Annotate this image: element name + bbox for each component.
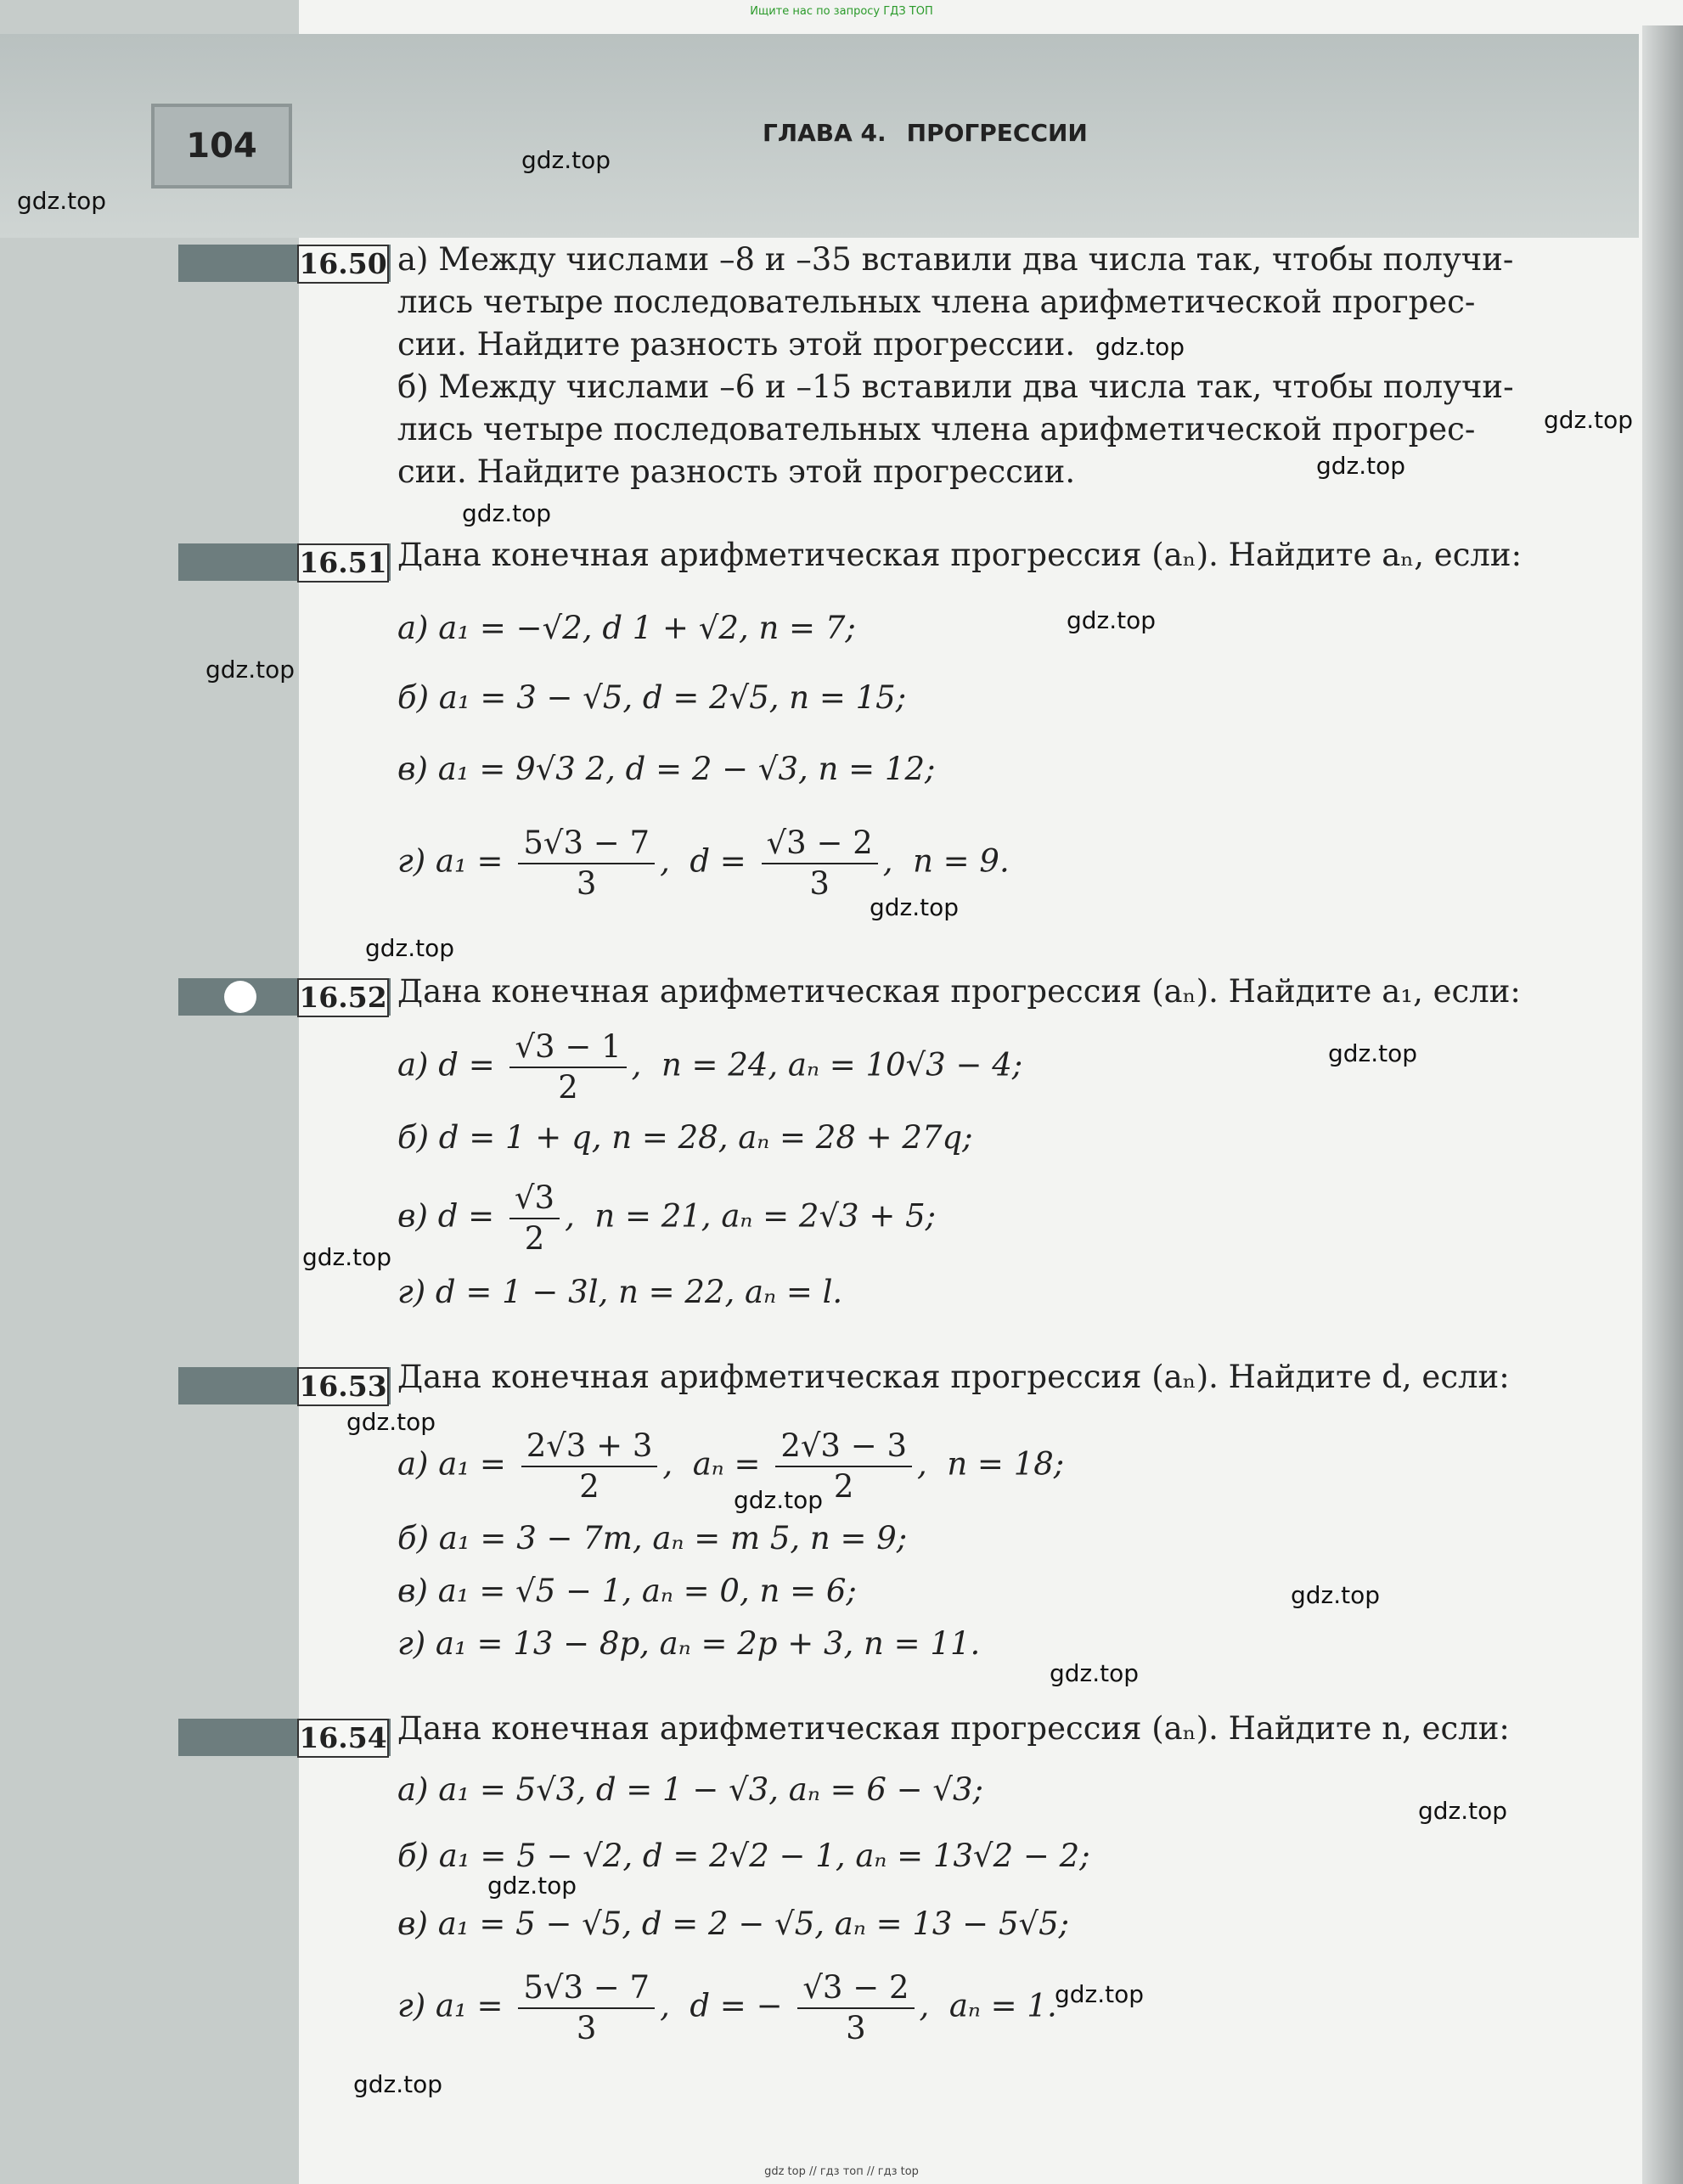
denominator: 2 — [833, 1468, 854, 1505]
sub-item-g: г) d = 1 − 3l, n = 22, aₙ = l. — [397, 1274, 843, 1310]
denominator: 3 — [846, 2010, 866, 2046]
chapter-label: ГЛАВА 4. — [763, 119, 887, 147]
top-note: Ищите нас по запросу ГДЗ ТОП — [750, 5, 933, 18]
problem-number: 16.51 — [297, 543, 389, 583]
problem-number: 16.53 — [297, 1367, 389, 1406]
fraction — [518, 824, 655, 903]
expr-text: г) a₁ = — [397, 842, 504, 880]
fraction — [509, 1027, 626, 1107]
problem-title: Дана конечная арифметическая прогрессия (aₙ). Найдите d, если: — [397, 1359, 1510, 1395]
sub-item-a: а) a₁ = −√2, d 1 + √2, n = 7; — [397, 610, 856, 646]
watermark: gdz.top — [1067, 606, 1157, 634]
numerator: √3 — [509, 1179, 560, 1219]
sub-item-b: б) d = 1 + q, n = 28, aₙ = 28 + 27q; — [397, 1119, 973, 1156]
sub-item-b: б) a₁ = 3 − 7m, aₙ = m 5, n = 9; — [397, 1520, 908, 1556]
sub-item-g: г) a₁ = $\frac{5√3 - 7}{3}$ , d = − $\frac{√3 - 2}{3}$ , aₙ = 1. — [397, 1969, 1057, 2046]
page-number: 104 — [151, 104, 292, 189]
expr-text: aₙ = 1. — [948, 1987, 1057, 2024]
problem-number: 16.54 — [297, 1719, 389, 1758]
problem-text-line: а) Между числами –8 и –35 вставили два числа так, чтобы получи- — [397, 241, 1514, 278]
watermark: gdz.top — [1316, 452, 1406, 480]
expr-text: а) a₁ = — [397, 1445, 506, 1483]
sub-item-a: а) d = $\frac{√3 - 1}{2}$ , n = 24, aₙ = 10√3 − 4; — [397, 1028, 1023, 1106]
numerator: 2√3 − 3 — [775, 1427, 912, 1467]
numerator: √3 − 1 — [509, 1027, 626, 1068]
fraction — [509, 1179, 560, 1258]
watermark: gdz.top — [205, 656, 296, 684]
sub-item-v: в) d = $\frac{√3}{2}$ , n = 21, aₙ = 2√3 + 5; — [397, 1179, 937, 1257]
denominator: 2 — [524, 1220, 545, 1257]
watermark: gdz.top — [1050, 1659, 1140, 1687]
expr-text: n = 24, aₙ = 10√3 − 4; — [661, 1046, 1023, 1084]
numerator: 5√3 − 7 — [518, 1968, 655, 2009]
fraction — [775, 1427, 912, 1506]
watermark: gdz.top — [734, 1486, 824, 1514]
sub-item-b: б) a₁ = 3 − √5, d = 2√5, n = 15; — [397, 679, 907, 716]
sub-item-a: а) a₁ = $\frac{2√3 + 3}{2}$ , aₙ = $\frac{2√3 - 3}{2}$ , n = 18; — [397, 1427, 1065, 1505]
problem-title: Дана конечная арифметическая прогрессия (aₙ). Найдите n, если: — [397, 1710, 1510, 1747]
watermark: gdz.top — [1291, 1581, 1381, 1609]
watermark: gdz.top — [1055, 1980, 1145, 2008]
expr-text: n = 18; — [947, 1445, 1065, 1483]
watermark: gdz.top — [1328, 1039, 1418, 1067]
problem-text-line: лись четыре последовательных члена арифметической прогрес- — [397, 284, 1476, 320]
numerator: 2√3 + 3 — [521, 1427, 658, 1467]
denominator: 3 — [809, 865, 830, 902]
fraction — [762, 824, 878, 903]
expr-text: d = — [690, 842, 746, 880]
numerator: 5√3 − 7 — [518, 824, 655, 864]
sub-item-g: г) a₁ = 13 − 8p, aₙ = 2p + 3, n = 11. — [397, 1625, 981, 1662]
watermark: gdz.top — [1544, 406, 1634, 434]
expr-text: n = 9. — [913, 842, 1010, 880]
sub-item-b: б) a₁ = 5 − √2, d = 2√2 − 1, aₙ = 13√2 − 2; — [397, 1838, 1090, 1874]
watermark: gdz.top — [17, 187, 107, 215]
watermark: gdz.top — [462, 499, 552, 527]
page-edge-shadow — [1642, 25, 1683, 2184]
chapter-title: ПРОГРЕССИИ — [906, 119, 1088, 147]
sub-item-v: в) a₁ = 9√3 2, d = 2 − √3, n = 12; — [397, 751, 936, 787]
watermark: gdz.top — [346, 1408, 436, 1436]
left-margin-band — [0, 0, 299, 2184]
watermark: gdz.top — [521, 146, 611, 174]
denominator: 2 — [579, 1468, 599, 1505]
sub-item-a: а) a₁ = 5√3, d = 1 − √3, aₙ = 6 − √3; — [397, 1771, 983, 1808]
problem-number: 16.52 — [297, 978, 389, 1017]
problem-title: Дана конечная арифметическая прогрессия (aₙ). Найдите a₁, если: — [397, 973, 1521, 1010]
denominator: 3 — [576, 865, 597, 902]
watermark: gdz.top — [353, 2070, 443, 2098]
watermark: gdz.top — [1418, 1797, 1508, 1825]
sub-item-g: г) a₁ = $\frac{5√3 - 7}{3}$ , d = $\frac{√3 - 2}{3}$ , n = 9. — [397, 825, 1010, 902]
expr-text: а) d = — [397, 1046, 495, 1084]
fraction — [797, 1968, 914, 2048]
watermark: gdz.top — [870, 893, 960, 921]
problem-text-line: сии. Найдите разность этой прогрессии. — [397, 453, 1076, 490]
fraction — [521, 1427, 658, 1506]
expr-text: n = 21, aₙ = 2√3 + 5; — [594, 1197, 937, 1235]
problem-text-line: лись четыре последовательных члена арифметической прогрес- — [397, 411, 1476, 447]
bottom-note: gdz top // гдз топ // гдз top — [764, 2165, 919, 2178]
numerator: √3 − 2 — [797, 1968, 914, 2009]
sub-item-v: в) a₁ = √5 − 1, aₙ = 0, n = 6; — [397, 1573, 857, 1609]
problem-text-line: сии. Найдите разность этой прогрессии. — [397, 326, 1076, 363]
watermark: gdz.top — [302, 1243, 392, 1271]
problem-title: Дана конечная арифметическая прогрессия (aₙ). Найдите aₙ, если: — [397, 537, 1523, 573]
watermark: gdz.top — [365, 934, 455, 962]
expr-text: d = − — [690, 1987, 783, 2024]
numerator: √3 − 2 — [762, 824, 878, 864]
problem-text-line: б) Между числами –6 и –15 вставили два числа так, чтобы получи- — [397, 369, 1514, 405]
denominator: 3 — [576, 2010, 597, 2046]
denominator: 2 — [558, 1069, 578, 1106]
fraction — [518, 1968, 655, 2048]
watermark: gdz.top — [487, 1872, 577, 1900]
watermark: gdz.top — [1095, 333, 1185, 361]
difficulty-dot-icon — [224, 981, 256, 1013]
expr-text: aₙ = — [692, 1445, 761, 1483]
expr-text: г) a₁ = — [397, 1987, 504, 2024]
expr-text: в) d = — [397, 1197, 495, 1235]
problem-number: 16.50 — [297, 245, 389, 284]
sub-item-v: в) a₁ = 5 − √5, d = 2 − √5, aₙ = 13 − 5√5; — [397, 1905, 1070, 1942]
chapter-header — [763, 119, 1088, 147]
